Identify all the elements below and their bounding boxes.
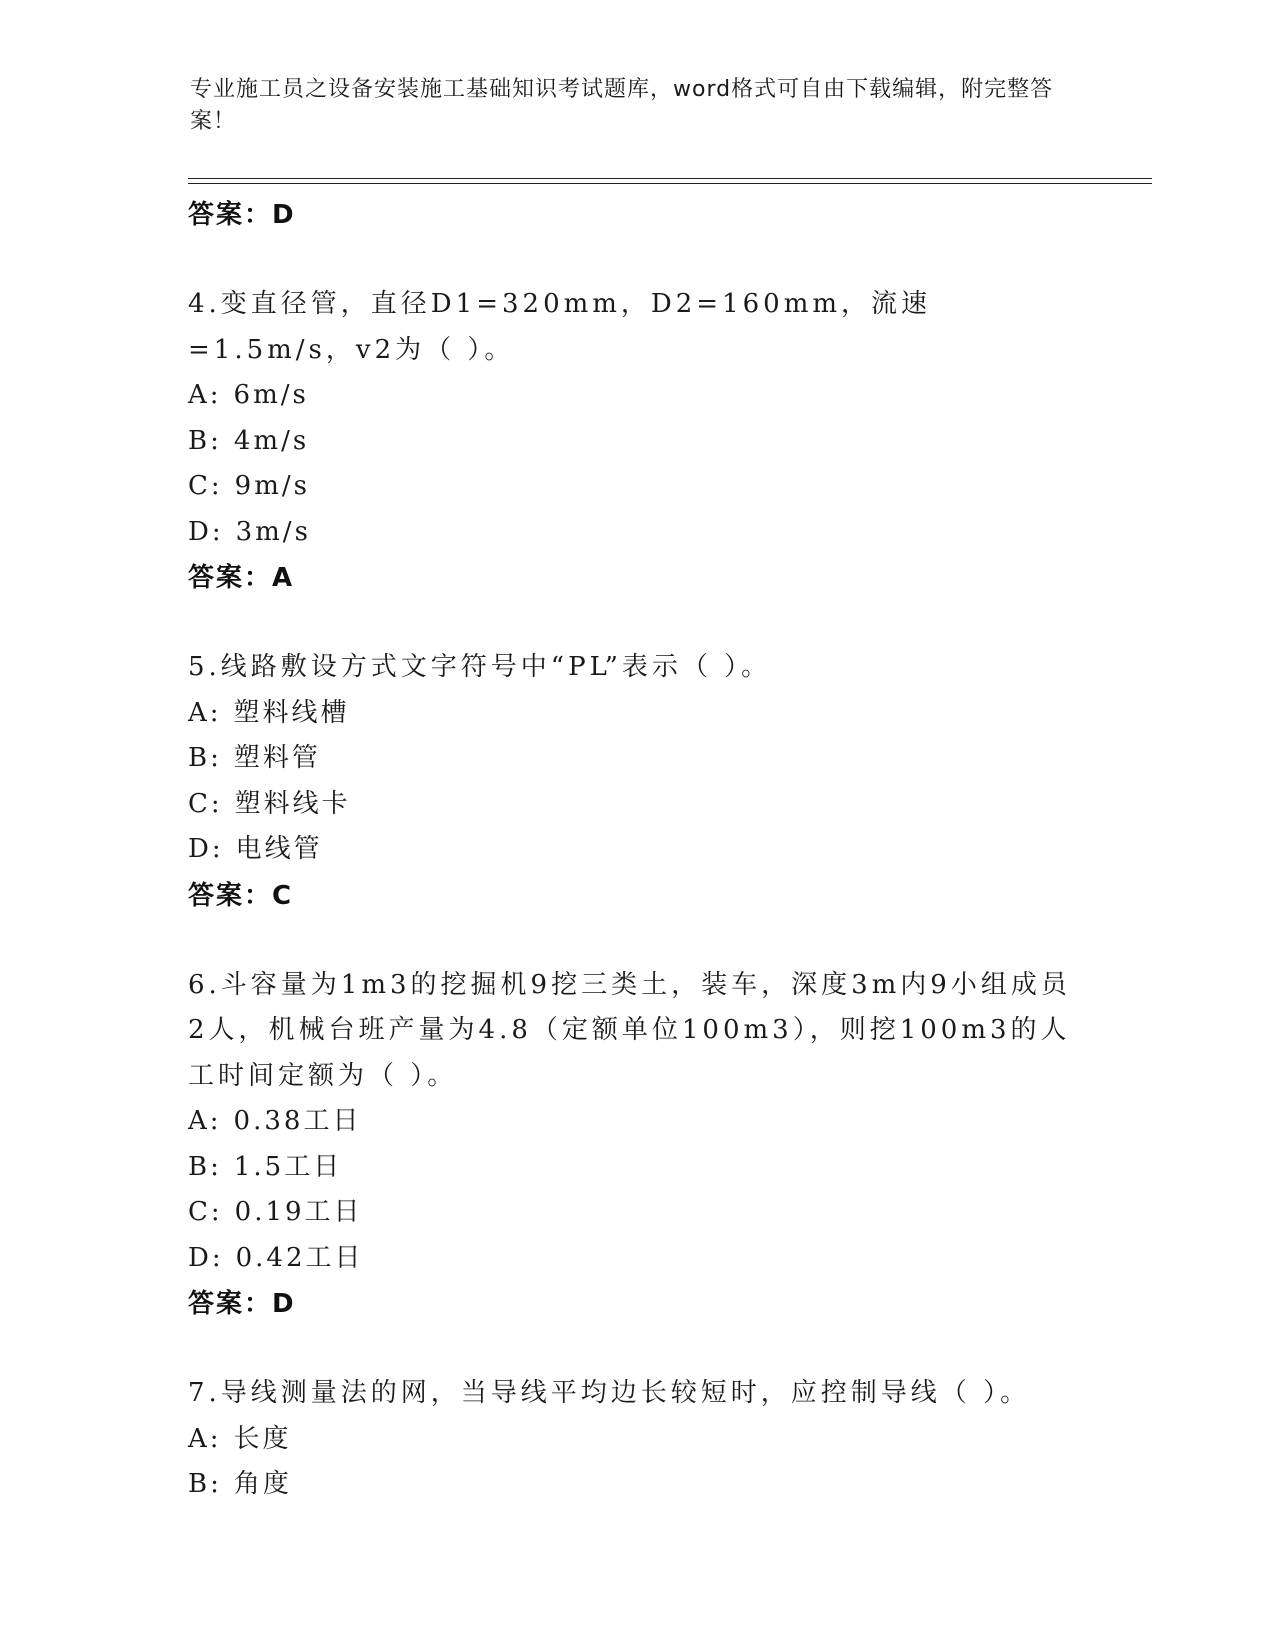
option-key: B: [188,425,222,456]
option-key: B: [188,1151,222,1182]
option-d [188,827,1088,873]
option-value: 1.5工日 [233,1151,343,1182]
option-key: D: [188,516,224,547]
question-text: 7.导线测量法的网，当导线平均边长较短时，应控制导线（ ）。 [188,1378,1031,1408]
option-b [188,1462,1088,1508]
option-c [188,464,1088,510]
question-text: 5.线路敷设方式文字符号中“PL”表示（ ）。 [188,652,772,682]
option-key: C: [188,471,223,501]
option-a [188,1099,1088,1145]
header-divider-bottom [188,183,1152,184]
option-b [188,419,1088,465]
option-a [188,1417,1088,1463]
option-value: 3m/s [235,516,311,547]
option-d [188,510,1088,556]
question-text: 4.变直径管，直径D1=320mm，D2=160mm，流速=1.5m/s，v2为（ ）。 [188,289,932,365]
option-d [188,1236,1088,1282]
option-value: 长度 [233,1423,292,1454]
header-divider-top [188,178,1152,179]
answer-line: 答案：D [188,1289,296,1319]
question-list [188,192,1088,1508]
option-value: 角度 [233,1469,292,1499]
answer-line: 答案：C [188,880,294,911]
option-key: B: [188,1469,222,1499]
option-value: 塑料线槽 [233,697,350,728]
question-item [188,282,1088,601]
option-value: 塑料线卡 [234,788,351,819]
option-b [188,736,1088,782]
option-b [188,1145,1088,1191]
option-key: D: [188,834,224,864]
option-key: A: [188,1106,222,1136]
answer-line: 答案：D [188,200,296,230]
option-a [188,373,1088,419]
option-key: C: [188,788,223,819]
question-item [188,1371,1088,1508]
option-value: 0.19工日 [234,1197,363,1227]
option-value: 电线管 [235,834,323,864]
option-value: 0.42工日 [235,1242,364,1273]
option-key: A: [188,380,222,410]
option-value: 0.38工日 [233,1106,362,1136]
option-value: 4m/s [233,425,310,456]
option-a [188,691,1088,737]
option-key: A: [188,697,222,728]
question-item [188,645,1088,919]
option-key: D: [188,1242,224,1273]
answer-line: 答案：A [188,563,295,593]
question-item [188,963,1088,1328]
option-value: 6m/s [233,380,309,410]
option-value: 塑料管 [233,743,321,773]
option-value: 9m/s [234,471,310,501]
question-text: 6.斗容量为1m3的挖掘机9挖三类土，装车，深度3m内9小组成员2人，机械台班产量为4.8（定额单位100m3），则挖100m3的人工时间定额为（ ）。 [188,969,1071,1091]
document-header: 专业施工员之设备安装施工基础知识考试题库，word格式可自由下载编辑，附完整答案！ [190,77,1054,134]
option-key: C: [188,1197,223,1227]
option-key: A: [188,1423,222,1454]
option-c [188,782,1088,828]
option-c [188,1190,1088,1236]
option-key: B: [188,743,222,773]
